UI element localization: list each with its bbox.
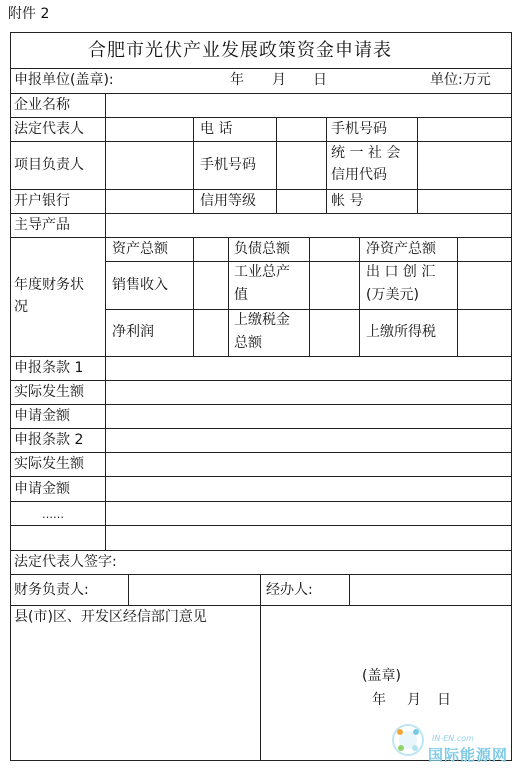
phone-label: 电 话 [200, 121, 233, 137]
watermark-site: IN-EN.com [432, 734, 474, 743]
header-month: 月 [272, 72, 286, 88]
county-opinion-label: 县(市)区、开发区经信部门意见 [14, 609, 207, 625]
finance-section-label-line2: 况 [14, 299, 28, 315]
total-assets-label: 资产总额 [112, 241, 168, 257]
export-label-line2: (万美元) [366, 287, 419, 303]
tax-paid-label-line1: 上缴税金 [234, 312, 290, 328]
seal-label: (盖章) [362, 668, 401, 684]
industrial-output-label-line1: 工业总产 [234, 264, 290, 280]
header-year: 年 [230, 72, 244, 88]
seal-date-month: 月 [407, 692, 421, 708]
net-profit-label: 净利润 [112, 324, 154, 340]
sales-revenue-label: 销售收入 [112, 277, 168, 293]
watermark-brand: 国际能源网 [428, 746, 509, 764]
main-product-label: 主导产品 [14, 217, 70, 233]
seal-date-year: 年 [372, 692, 386, 708]
account-label: 帐 号 [331, 193, 364, 209]
total-liabilities-label: 负债总额 [234, 241, 290, 257]
apply-amount-1-label: 申请金额 [14, 408, 70, 424]
actual-amount-1-label: 实际发生额 [14, 384, 84, 400]
ellipsis-label: …… [42, 508, 64, 521]
clause-2-label: 申报条款 2 [14, 432, 84, 448]
income-tax-label: 上缴所得税 [366, 324, 436, 340]
seal-date-day: 日 [437, 692, 451, 708]
finance-lead-label: 财务负责人: [14, 582, 89, 598]
watermark [388, 716, 514, 768]
bank-label: 开户银行 [14, 193, 70, 209]
attachment-label: 附件 2 [8, 6, 50, 22]
net-assets-label: 净资产总额 [366, 241, 436, 257]
industrial-output-label-line2: 值 [234, 287, 248, 303]
finance-section-label-line1: 年度财务状 [14, 277, 84, 293]
watermark-logo-icon [388, 720, 432, 760]
mobile2-label: 手机号码 [200, 157, 256, 173]
legal-rep-label: 法定代表人 [14, 121, 84, 137]
unit-label: 单位:万元 [430, 72, 491, 88]
project-lead-label: 项目负责人 [14, 157, 84, 173]
credit-grade-label: 信用等级 [200, 193, 256, 209]
credit-code-label-line2: 信用代码 [331, 167, 387, 183]
actual-amount-2-label: 实际发生额 [14, 456, 84, 472]
applicant-label: 申报单位(盖章): [14, 72, 114, 88]
mobile-label: 手机号码 [331, 121, 387, 137]
tax-paid-label-line2: 总额 [234, 335, 262, 351]
header-day: 日 [313, 72, 327, 88]
export-label-line1: 出 口 创 汇 [366, 264, 436, 280]
apply-amount-2-label: 申请金额 [14, 481, 70, 497]
legal-rep-sign-label: 法定代表人签字: [14, 554, 117, 570]
credit-code-label-line1: 统 一 社 会 [331, 145, 401, 161]
form-title: 合肥市光伏产业发展政策资金申请表 [88, 40, 392, 61]
company-name-label: 企业名称 [14, 97, 70, 113]
clause-1-label: 申报条款 1 [14, 360, 84, 376]
handler-label: 经办人: [266, 582, 313, 598]
